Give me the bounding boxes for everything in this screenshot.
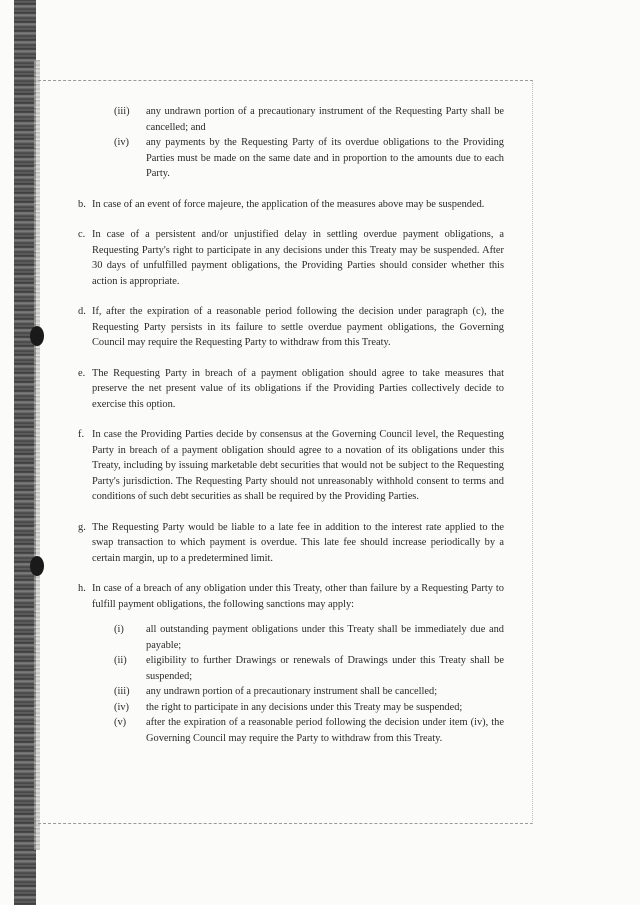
paragraph-label: b. xyxy=(78,198,86,210)
paragraph-text: In case of a persistent and/or unjustified delay in settling overdue payment obligations, a Requesting Party's right to participate in any decisions under this Treaty may be suspended. After 30 days of unfulfilled payment obligations, the Providing Parties should consider whether this action is appropriate. xyxy=(92,229,504,287)
paragraph-text: The Requesting Party in breach of a payment obligation should agree to take measures that preserve the net present value of its obligations if the Providing Parties collectively decide to exercise this option. xyxy=(92,367,504,410)
paragraph-h xyxy=(78,581,504,746)
paragraph-label: h. xyxy=(78,583,86,594)
item-number: (iii) xyxy=(114,686,130,697)
paragraph-f xyxy=(78,427,504,505)
paragraph-e xyxy=(78,366,504,413)
list-item xyxy=(114,104,504,135)
paragraph-h-intro xyxy=(78,581,504,612)
paragraph-text: The Requesting Party would be liable to a late fee in addition to the interest rate applied to the swap transaction to which payment is overdue. This late fee should increase periodically by a certain margin, up to a predetermined limit. xyxy=(92,521,504,564)
item-number: (i) xyxy=(114,624,124,635)
paragraph-c xyxy=(78,227,504,289)
paragraph-label: e. xyxy=(78,367,86,379)
paragraph-b xyxy=(78,197,504,213)
item-number: (ii) xyxy=(114,655,127,666)
item-text: the right to participate in any decisions under this Treaty may be suspended; xyxy=(146,701,463,713)
item-text: all outstanding payment obligations under this Treaty shall be immediately due and payable; xyxy=(146,624,504,651)
item-number: (iii) xyxy=(114,106,130,117)
item-text: any undrawn portion of a precautionary instrument shall be cancelled; xyxy=(146,686,438,697)
item-text: after the expiration of a reasonable period following the decision under item (iv), the Governing Council may require the Party to withdraw from this Treaty. xyxy=(146,717,504,744)
list-item xyxy=(114,684,504,700)
paragraph-label: c. xyxy=(78,229,86,240)
item-number: (v) xyxy=(114,717,127,728)
list-item xyxy=(114,622,504,653)
paragraph-label: g. xyxy=(78,521,86,533)
item-text: any undrawn portion of a precautionary instrument of the Requesting Party shall be cancelled; and xyxy=(146,106,504,133)
continued-list xyxy=(78,104,504,182)
scan-binding-edge xyxy=(14,0,36,905)
item-text: eligibility to further Drawings or renewals of Drawings under this Treaty shall be suspended; xyxy=(146,655,504,682)
list-item xyxy=(114,715,504,746)
paragraph-d xyxy=(78,304,504,351)
paragraph-text: If, after the expiration of a reasonable period following the decision under paragraph (c), the Requesting Party persists in its failure to settle overdue payment obligations, the Governing Council may require the Requesting Party to withdraw from this Treaty. xyxy=(92,306,504,348)
paragraph-text: In case of an event of force majeure, the application of the measures above may be suspended. xyxy=(92,198,485,210)
item-text: any payments by the Requesting Party of its overdue obligations to the Providing Parties must be made on the same date and in proportion to the amounts due to each Party. xyxy=(146,137,504,179)
paragraph-text: In case of a breach of any obligation under this Treaty, other than failure by a Requesting Party to fulfill payment obligations, the following sanctions may apply: xyxy=(92,583,504,610)
item-number: (iv) xyxy=(114,137,130,148)
paragraph-g xyxy=(78,520,504,567)
item-number: (iv) xyxy=(114,701,130,713)
list-item xyxy=(114,700,504,716)
list-item xyxy=(114,653,504,684)
list-item xyxy=(114,135,504,182)
document-body xyxy=(78,104,504,746)
paragraph-label: f. xyxy=(78,429,85,440)
paragraph-label: d. xyxy=(78,306,86,317)
paragraph-text: In case the Providing Parties decide by consensus at the Governing Council level, the Requesting Party in breach of a payment obligation should agree to a novation of its obligations under this Treaty, including by issuing marketable debt securities that would not be subject to the Requesting Party's jurisdiction. The Requesting Party should not unreasonably withhold consent to terms and conditions of such debt securities as shall be required by the Providing Parties. xyxy=(92,429,504,502)
